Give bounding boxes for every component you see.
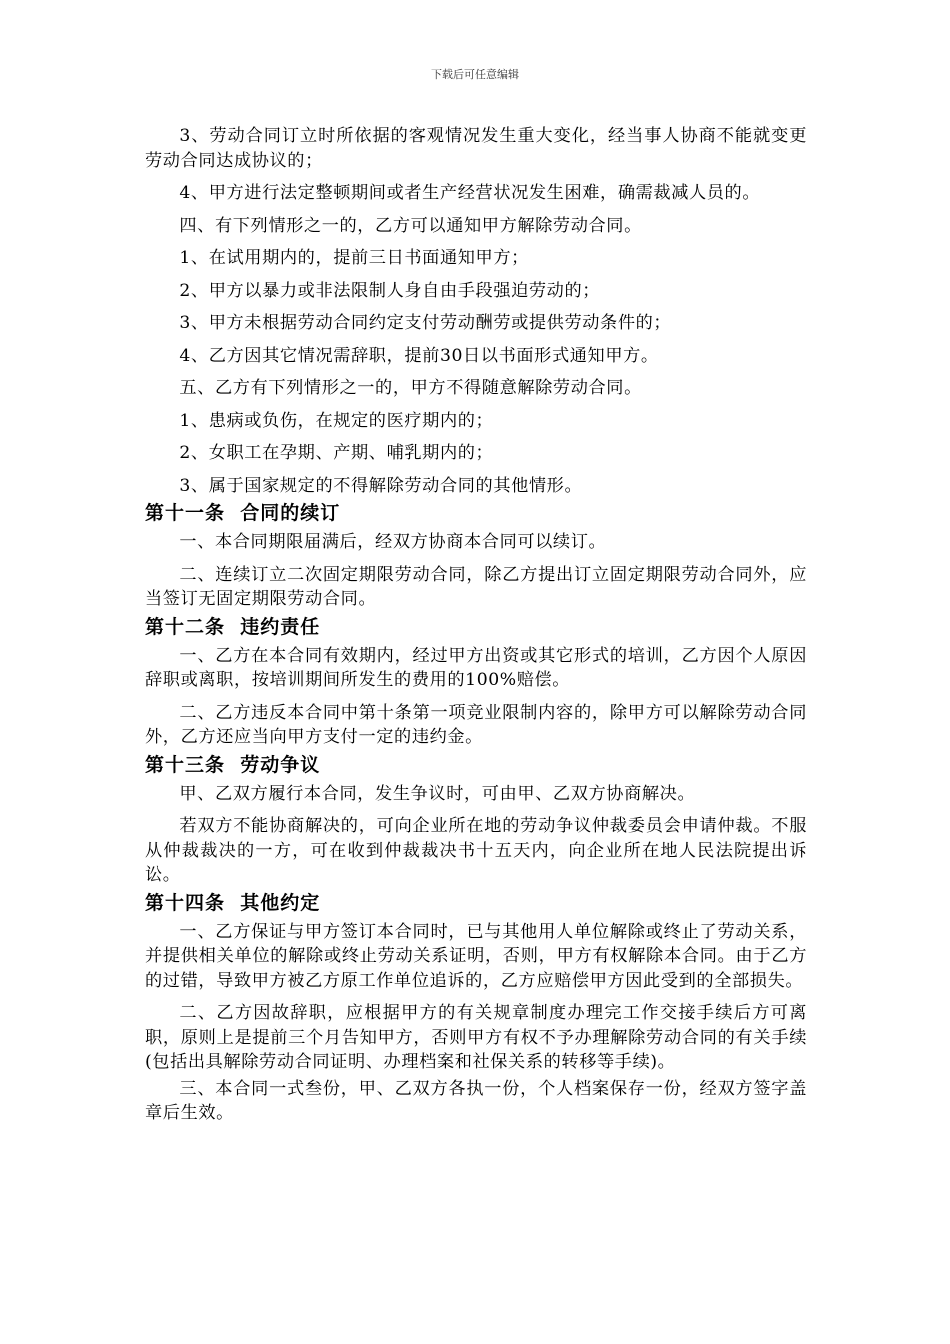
paragraph-clause-10-4-item-3: 3、甲方未根据劳动合同约定支付劳动酬劳或提供劳动条件的；: [179, 313, 672, 333]
paragraph-article-13-item-1: 甲、乙双方履行本合同，发生争议时，可由甲、乙双方协商解决。: [179, 783, 696, 804]
paragraph-clause-10-4-item-2: 2、甲方以暴力或非法限制人身自由手段强迫劳动的；: [179, 280, 601, 301]
paragraph-article-11-item-2: 二、连续订立二次固定期限劳动合同，除乙方提出订立固定期限劳动合同外，应当签订无固定期限劳动合同。: [145, 564, 807, 609]
heading-article-11: 第十一条 合同的续订: [145, 502, 341, 524]
paragraph-article-11-item-1: 一、本合同期限届满后，经双方协商本合同可以续订。: [179, 532, 607, 552]
paragraph-clause-10-5-item-3: 3、属于国家规定的不得解除劳动合同的其他情形。: [179, 475, 583, 496]
paragraph-clause-10-5-intro: 五、乙方有下列情形之一的，甲方不得随意解除劳动合同。: [179, 378, 642, 398]
heading-article-14: 第十四条 其他约定: [145, 891, 321, 914]
paragraph-clause-10-5-item-2: 2、女职工在孕期、产期、哺乳期内的；: [179, 443, 494, 463]
page-header: 下载后可任意编辑: [431, 68, 519, 81]
paragraph-clause-10-4-item-4: 4、乙方因其它情况需辞职，提前30日以书面形式通知甲方。: [179, 345, 659, 366]
paragraph-clause-10-5-item-1: 1、患病或负伤，在规定的医疗期内的；: [179, 410, 494, 431]
paragraph-clause-10-4-item-1: 1、在试用期内的，提前三日书面通知甲方；: [179, 248, 529, 268]
paragraph-clause-10-3-item-3: 3、劳动合同订立时所依据的客观情况发生重大变化，经当事人协商不能就变更劳动合同达成协议的；: [145, 126, 807, 171]
paragraph-article-13-item-2: 若双方不能协商解决的，可向企业所在地的劳动争议仲裁委员会申请仲裁。不服从仲裁裁决的一方，可在收到仲裁裁决书十五天内，向企业所在地人民法院提出诉讼。: [145, 816, 807, 885]
paragraph-article-12-item-2: 二、乙方违反本合同中第十条第一项竞业限制内容的，除甲方可以解除劳动合同外，乙方还应当向甲方支付一定的违约金。: [145, 702, 807, 747]
paragraph-clause-10-3-item-4: 4、甲方进行法定整顿期间或者生产经营状况发生困难，确需裁减人员的。: [179, 183, 761, 203]
heading-article-12: 第十二条 违约责任: [145, 615, 321, 638]
paragraph-article-14-item-2: 二、乙方因故辞职，应根据甲方的有关规章制度办理完工作交接手续后方可离职，原则上是提前三个月告知甲方，否则甲方有权不予办理解除劳动合同的有关手续(包括出具解除劳动合同证明、办理档案和社保关系的转移等手续)。: [145, 1003, 807, 1072]
document-body: [145, 124, 807, 1134]
paragraph-clause-10-4-intro: 四、有下列情形之一的，乙方可以通知甲方解除劳动合同。: [179, 215, 642, 236]
paragraph-article-12-item-1: 一、乙方在本合同有效期内，经过甲方出资或其它形式的培训，乙方因个人原因辞职或离职，按培训期间所发生的费用的100%赔偿。: [145, 645, 807, 690]
paragraph-article-14-item-3: 三、本合同一式叁份，甲、乙双方各执一份，个人档案保存一份，经双方签字盖章后生效。: [145, 1078, 807, 1123]
heading-article-13: 第十三条 劳动争议: [145, 753, 321, 776]
paragraph-article-14-item-1: 一、乙方保证与甲方签订本合同时，已与其他用人单位解除或终止了劳动关系，并提供相关单位的解除或终止劳动关系证明，否则，甲方有权解除本合同。由于乙方的过错，导致甲方被乙方原工作单位追诉的，乙方应赔偿甲方因此受到的全部损失。: [145, 921, 807, 991]
